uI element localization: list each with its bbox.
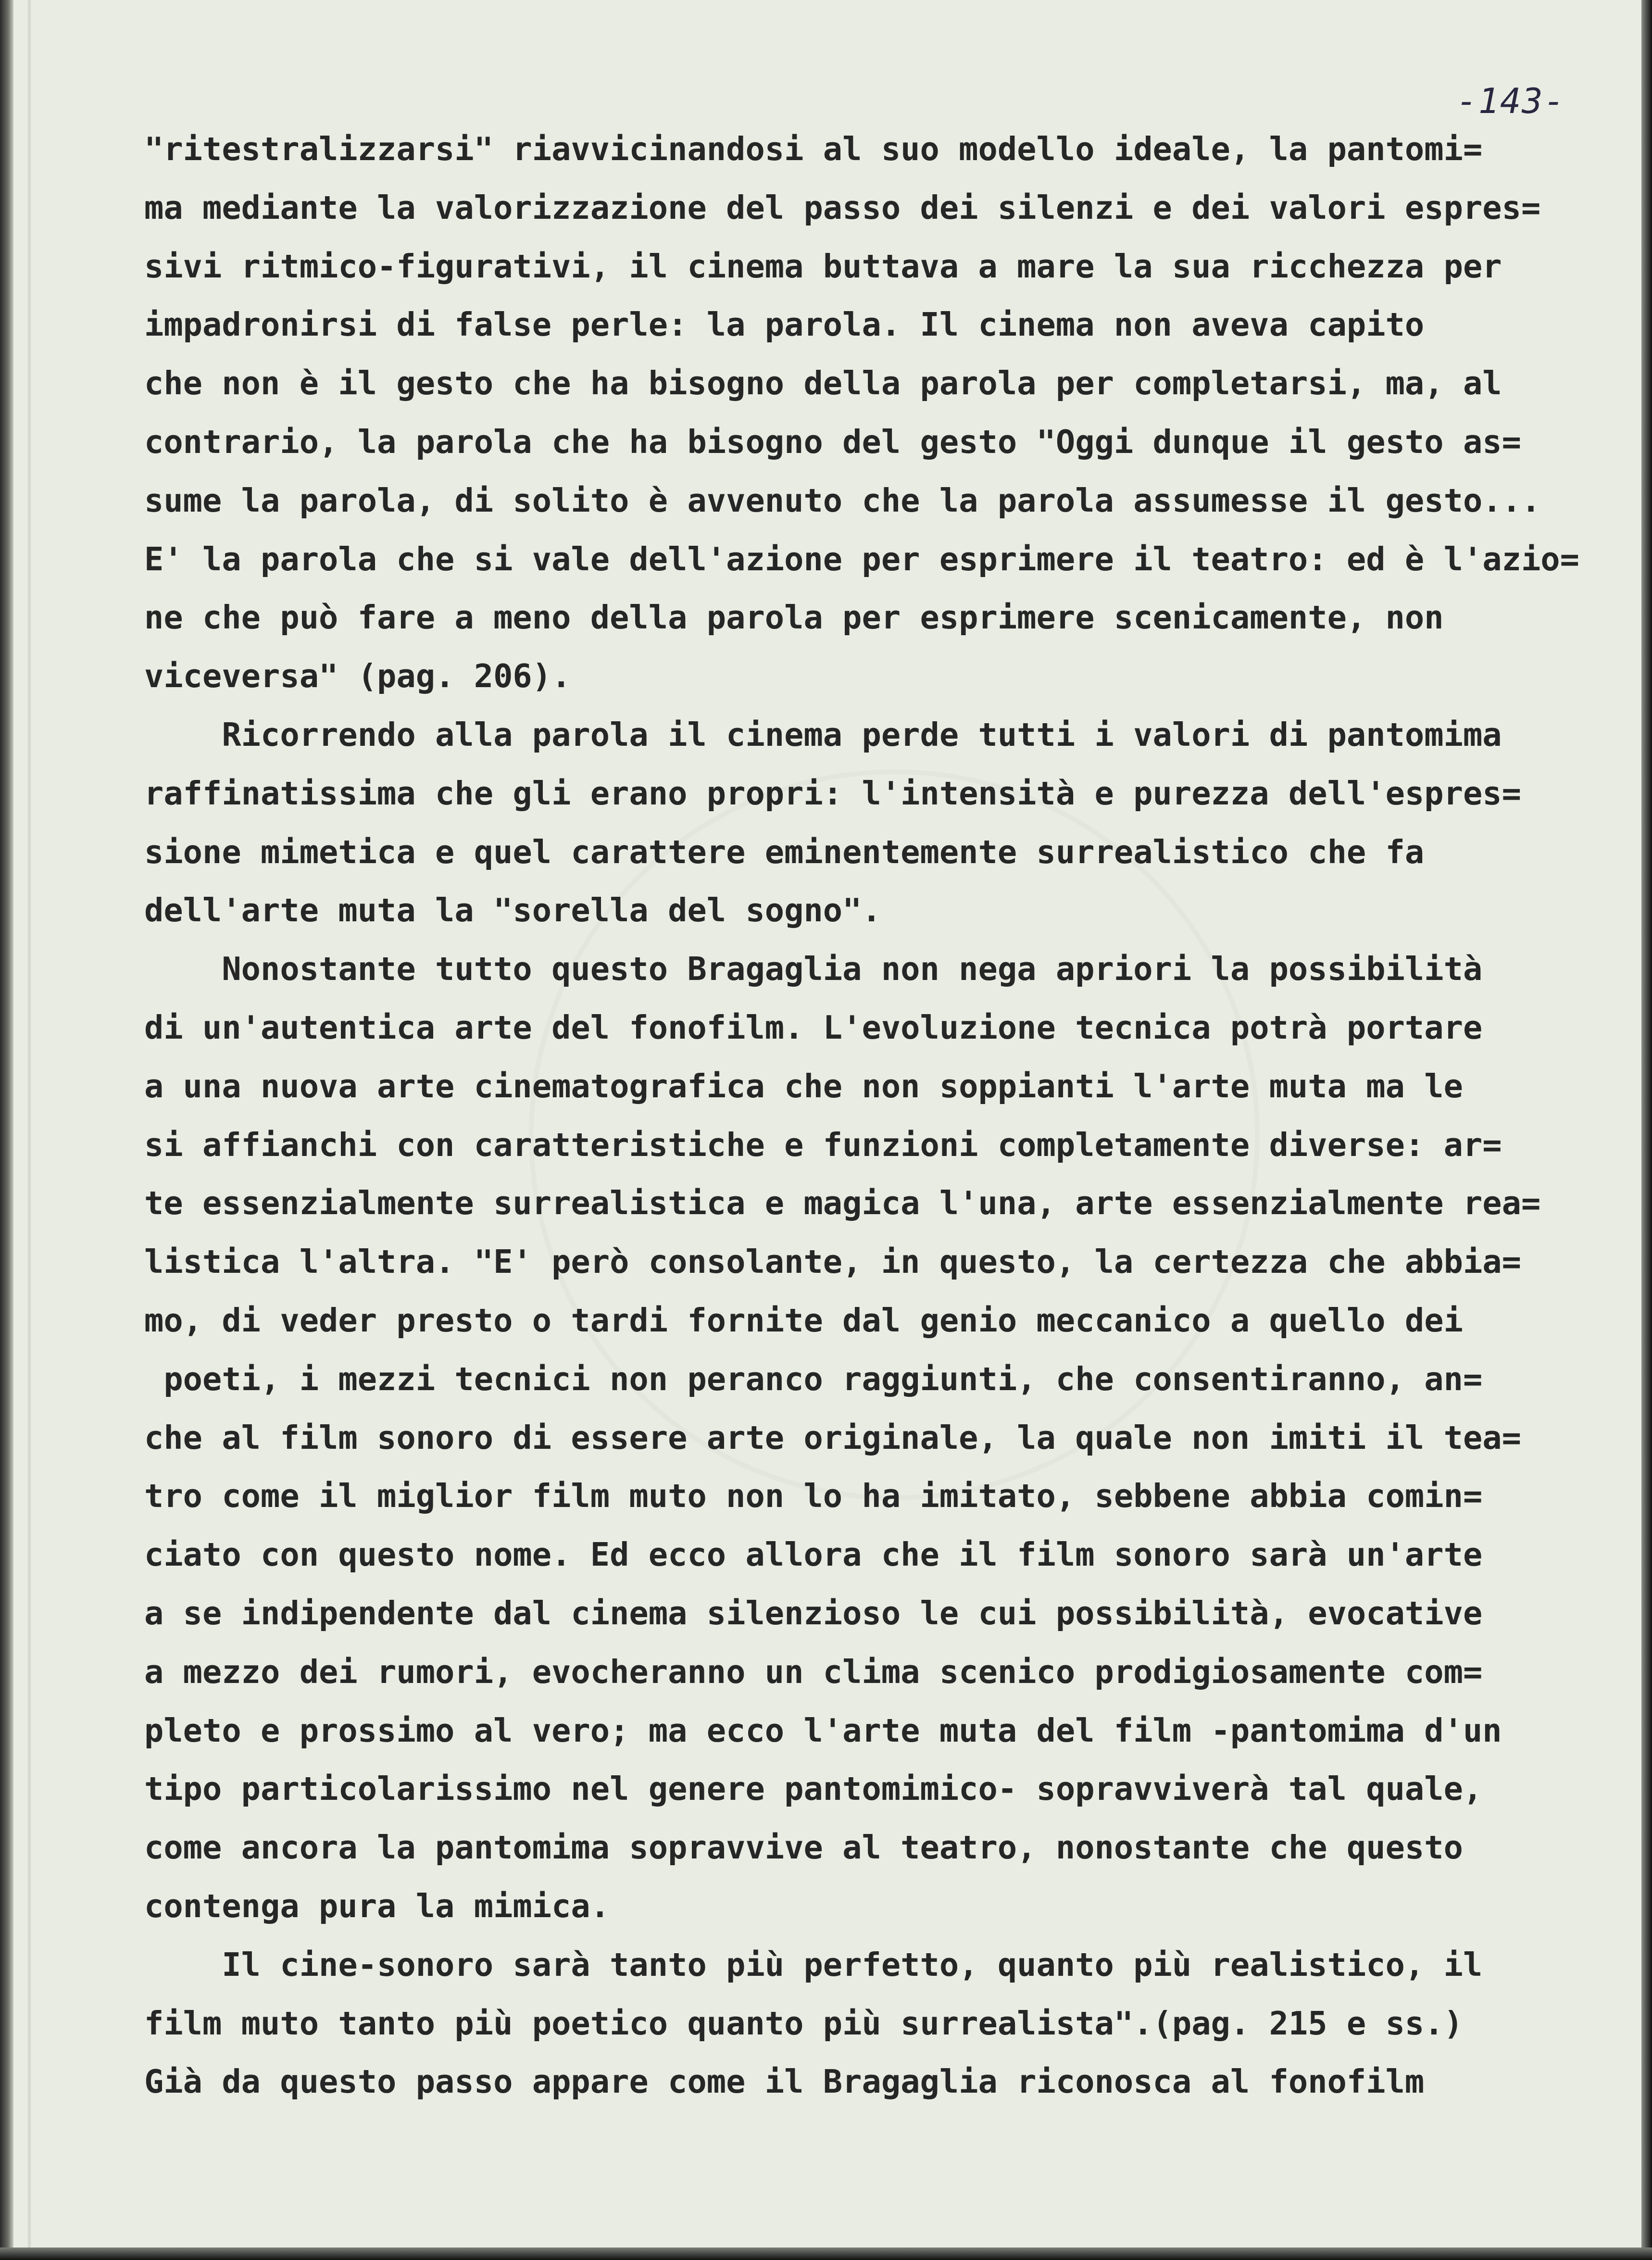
text-line: "ritestralizzarsi" riavvicinandosi al suo modello ideale, la pantomi=: [144, 130, 1483, 168]
text-line: si affianchi con caratteristiche e funzioni completamente diverse: ar=: [144, 1126, 1502, 1164]
binding-edge: [0, 0, 13, 2260]
text-line: come ancora la pantomima sopravvive al teatro, nonostante che questo: [144, 1829, 1463, 1867]
text-line: sume la parola, di solito è avvenuto che la parola assumesse il gesto...: [144, 481, 1541, 519]
typewritten-text: [144, 120, 1577, 2111]
text-line: a una nuova arte cinematografica che non soppianti l'arte muta ma le: [144, 1067, 1463, 1105]
text-line: viceversa" (pag. 206).: [144, 657, 571, 695]
page-number: -143-: [1456, 81, 1565, 121]
text-line: che non è il gesto che ha bisogno della parola per completarsi, ma, al: [144, 364, 1502, 402]
text-line: raffinatissima che gli erano propri: l'intensità e purezza dell'espres=: [144, 774, 1521, 812]
text-line: te essenzialmente surrealistica e magica l'una, arte essenzialmente rea=: [144, 1184, 1541, 1222]
fold-shadow: [28, 0, 31, 2260]
text-line: ma mediante la valorizzazione del passo dei silenzi e dei valori espres=: [144, 188, 1541, 226]
text-line: tro come il miglior film muto non lo ha imitato, sebbene abbia comin=: [144, 1477, 1483, 1515]
text-line: pleto e prossimo al vero; ma ecco l'arte muta del film -pantomima d'un: [144, 1711, 1502, 1749]
text-line: sivi ritmico-figurativi, il cinema buttava a mare la sua ricchezza per: [144, 247, 1502, 285]
text-line: sione mimetica e quel carattere eminentemente surrealistico che fa: [144, 833, 1425, 871]
text-line: listica l'altra. "E' però consolante, in questo, la certezza che abbia=: [144, 1243, 1521, 1281]
text-line: E' la parola che si vale dell'azione per esprimere il teatro: ed è l'azio=: [144, 540, 1579, 578]
text-line: Il cine-sonoro sarà tanto più perfetto, quanto più realistico, il: [144, 1946, 1483, 1984]
text-line: ne che può fare a meno della parola per esprimere scenicamente, non: [144, 599, 1444, 637]
text-line: contrario, la parola che ha bisogno del gesto "Oggi dunque il gesto as=: [144, 423, 1521, 461]
text-line: che al film sonoro di essere arte originale, la quale non imiti il tea=: [144, 1419, 1521, 1456]
text-line: a se indipendente dal cinema silenzioso le cui possibilità, evocative: [144, 1594, 1483, 1632]
text-line: Già da questo passo appare come il Bragaglia riconosca al fonofilm: [144, 2063, 1425, 2101]
text-line: film muto tanto più poetico quanto più surrealista".(pag. 215 e ss.): [144, 2004, 1463, 2042]
bottom-page-edge: [0, 2247, 1652, 2260]
text-line: Ricorrendo alla parola il cinema perde tutti i valori di pantomima: [144, 716, 1502, 753]
text-line: contenga pura la mimica.: [144, 1887, 610, 1925]
text-line: ciato con questo nome. Ed ecco allora che il film sonoro sarà un'arte: [144, 1536, 1483, 1574]
text-line: di un'autentica arte del fonofilm. L'evoluzione tecnica potrà portare: [144, 1008, 1483, 1046]
right-page-edge: [1641, 0, 1652, 2260]
text-line: dell'arte muta la "sorella del sogno".: [144, 891, 881, 929]
text-line: impadronirsi di false perle: la parola. Il cinema non aveva capito: [144, 306, 1425, 344]
text-line: mo, di veder presto o tardi fornite dal genio meccanico a quello dei: [144, 1301, 1463, 1339]
text-line: tipo particolarissimo nel genere pantomimico- sopravviverà tal quale,: [144, 1770, 1483, 1808]
text-line: Nonostante tutto questo Bragaglia non nega apriori la possibilità: [144, 950, 1483, 988]
text-line: poeti, i mezzi tecnici non peranco raggiunti, che consentiranno, an=: [144, 1360, 1483, 1398]
text-line: a mezzo dei rumori, evocheranno un clima scenico prodigiosamente com=: [144, 1653, 1483, 1691]
